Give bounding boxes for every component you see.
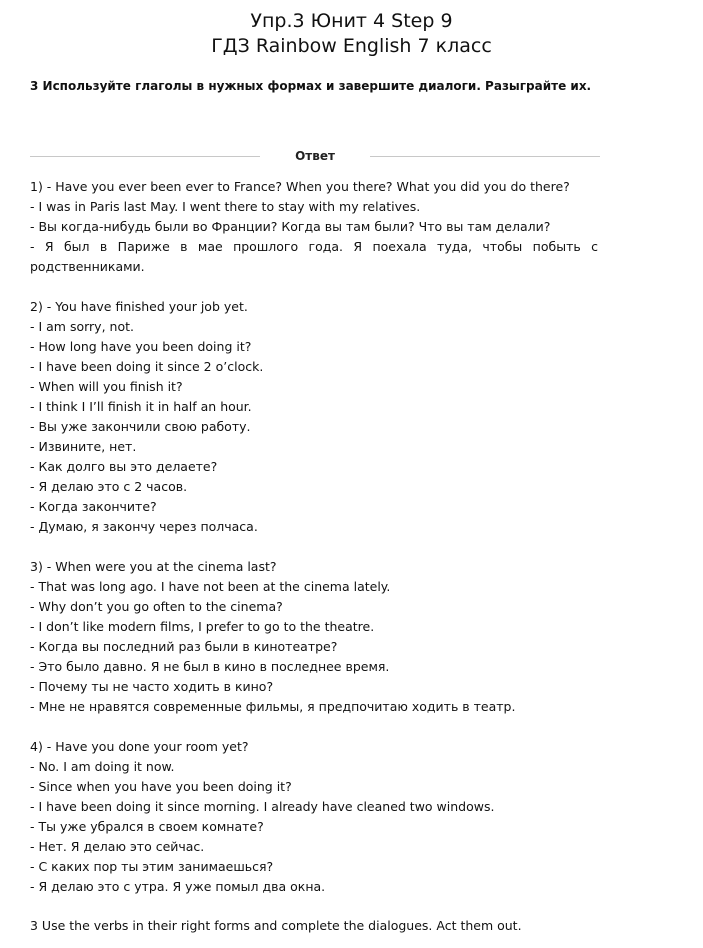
dialogue-line: - I have been doing it since 2 o’clock. bbox=[30, 359, 264, 374]
dialogue-line: - Вы уже закончили свою работу. bbox=[30, 419, 251, 434]
dialogue-line: 3) - When were you at the cinema last? bbox=[30, 559, 277, 574]
task-instruction: 3 Используйте глаголы в нужных формах и завершите диалоги. Разыграйте их. bbox=[30, 79, 592, 93]
dialogue-line: - Мне не нравятся современные фильмы, я предпочитаю ходить в театр. bbox=[30, 699, 516, 714]
dialogue-line: 1) - Have you ever been ever to France? When you there? What you did you do there? bbox=[30, 179, 570, 194]
dialogue-line: - Я делаю это с утра. Я уже помыл два окна. bbox=[30, 879, 326, 894]
dialogue-line: - Ты уже убрался в своем комнате? bbox=[30, 819, 264, 834]
dialogue-line: 2) - You have finished your job yet. bbox=[30, 299, 248, 314]
answer-header bbox=[30, 149, 600, 165]
dialogue-4 bbox=[30, 737, 598, 897]
dialogue-line: - Это было давно. Я не был в кино в последнее время. bbox=[30, 659, 390, 674]
dialogue-line: - That was long ago. I have not been at the cinema lately. bbox=[30, 579, 391, 594]
dialogue-line: - Why don’t you go often to the cinema? bbox=[30, 599, 283, 614]
dialogue-line: - I was in Paris last May. I went there to stay with my relatives. bbox=[30, 199, 421, 214]
answer-label: Ответ bbox=[295, 149, 335, 163]
task-original-english: 3 Use the verbs in their right forms and complete the dialogues. Act them out. bbox=[30, 918, 522, 933]
dialogue-line: - Когда закончите? bbox=[30, 499, 157, 514]
dialogue-line: - When will you finish it? bbox=[30, 379, 183, 394]
dialogue-line: - Думаю, я закончу через полчаса. bbox=[30, 519, 258, 534]
dialogue-3 bbox=[30, 557, 598, 717]
dialogue-line: - Since when you have you been doing it? bbox=[30, 779, 292, 794]
dialogue-line: - Вы когда-нибудь были во Франции? Когда вы там были? Что вы там делали? bbox=[30, 219, 551, 234]
dialogue-line: - Я был в Париже в мае прошлого года. Я поехала туда, чтобы побыть с родственниками. bbox=[30, 239, 598, 274]
page-title: Упр.3 Юнит 4 Step 9 bbox=[250, 10, 453, 32]
dialogue-line: - Извините, нет. bbox=[30, 439, 137, 454]
dialogue-line: - I don’t like modern films, I prefer to go to the theatre. bbox=[30, 619, 375, 634]
dialogue-line: - How long have you been doing it? bbox=[30, 339, 252, 354]
dialogue-line: - Нет. Я делаю это сейчас. bbox=[30, 839, 205, 854]
dialogue-line: - No. I am doing it now. bbox=[30, 759, 175, 774]
page-subtitle: ГДЗ Rainbow English 7 класс bbox=[211, 35, 492, 57]
dialogue-line: 4) - Have you done your room yet? bbox=[30, 739, 249, 754]
dialogue-line: - I think I I’ll finish it in half an hour. bbox=[30, 399, 252, 414]
dialogue-line: - С каких пор ты этим занимаешься? bbox=[30, 859, 274, 874]
dialogue-2 bbox=[30, 297, 598, 537]
answer-divider-right bbox=[370, 156, 600, 157]
dialogue-line: - Когда вы последний раз были в кинотеатре? bbox=[30, 639, 338, 654]
dialogue-1 bbox=[30, 177, 598, 277]
dialogue-line: - Как долго вы это делаете? bbox=[30, 459, 218, 474]
dialogue-line: - Я делаю это с 2 часов. bbox=[30, 479, 188, 494]
dialogue-line: - Почему ты не часто ходить в кино? bbox=[30, 679, 274, 694]
answer-content bbox=[30, 177, 598, 897]
dialogue-line: - I have been doing it since morning. I already have cleaned two windows. bbox=[30, 799, 495, 814]
dialogue-line: - I am sorry, not. bbox=[30, 319, 134, 334]
